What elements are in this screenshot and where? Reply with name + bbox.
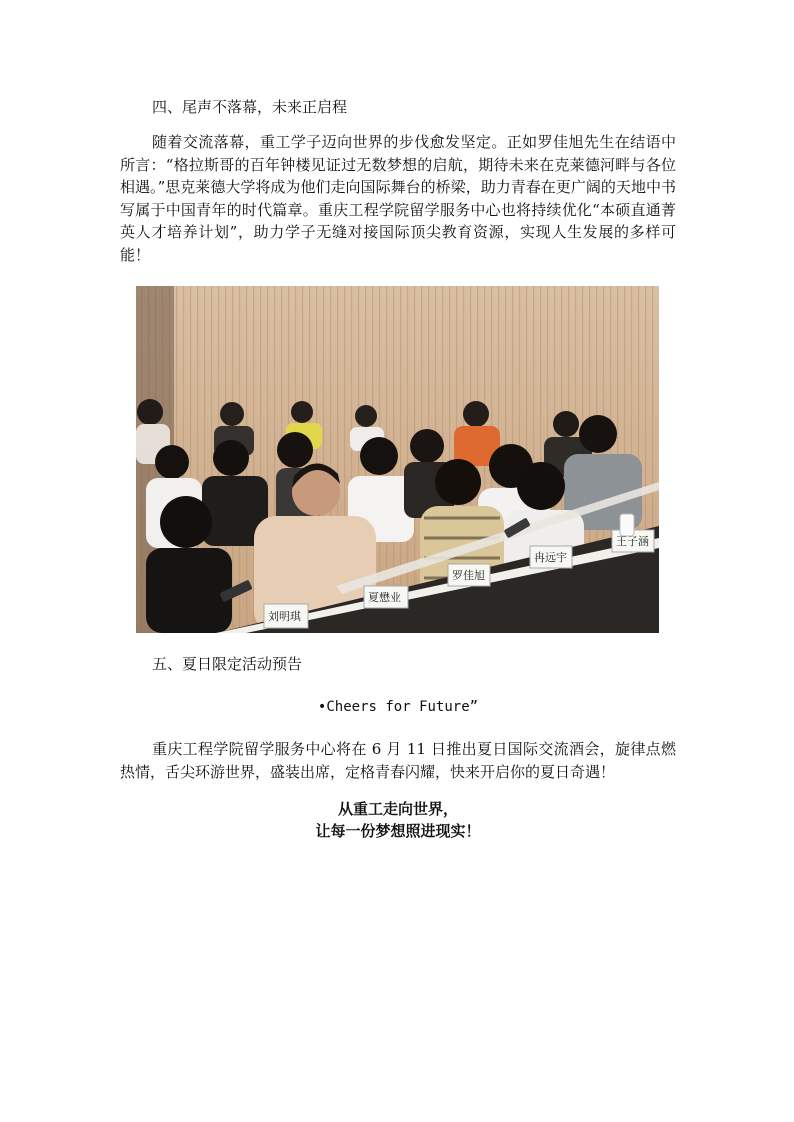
classroom-photo bbox=[136, 286, 659, 633]
slogan-line-1: 从重工走向世界， bbox=[337, 800, 458, 818]
name-card-2: 夏懋业 bbox=[368, 592, 401, 604]
classroom-photo-illustration bbox=[136, 286, 659, 633]
section-5-heading: 五、夏日限定活动预告 bbox=[152, 655, 303, 673]
section-4-paragraph: 随着交流落幕，重工学子迈向世界的步伐愈发坚定。正如罗佳旭先生在结语中所言：“格拉斯哥的百年钟楼见证过无数梦想的启航，期待未来在克莱德河畔与各位相遇。”思克莱德大学将成为他们走向国际舞台的桥梁，助力青春在更广阔的天地中书写属于中国青年的时代篇章。重庆工程学院留学服务中心也将持续优化“本硕直通菁英人才培养计划”，助力学子无缝对接国际顶尖教育资源，实现人生发展的多样可能！ bbox=[120, 133, 676, 264]
name-card-1: 刘明琪 bbox=[268, 611, 301, 623]
name-card-4: 冉远宇 bbox=[534, 552, 567, 564]
name-card-5: 王子涵 bbox=[616, 536, 649, 548]
name-card-3: 罗佳旭 bbox=[452, 570, 485, 582]
slogan-line-2: 让每一份梦想照进现实！ bbox=[315, 822, 481, 840]
section-5-paragraph: 重庆工程学院留学服务中心将在 6 月 11 日推出夏日国际交流酒会，旋律点燃热情，舌尖环游世界，盛装出席，定格青春闪耀，快来开启你的夏日奇遇！ bbox=[120, 740, 676, 781]
event-title: •Cheers for Future” bbox=[317, 699, 479, 715]
section-4-heading: 四、尾声不落幕，未来正启程 bbox=[152, 98, 348, 116]
